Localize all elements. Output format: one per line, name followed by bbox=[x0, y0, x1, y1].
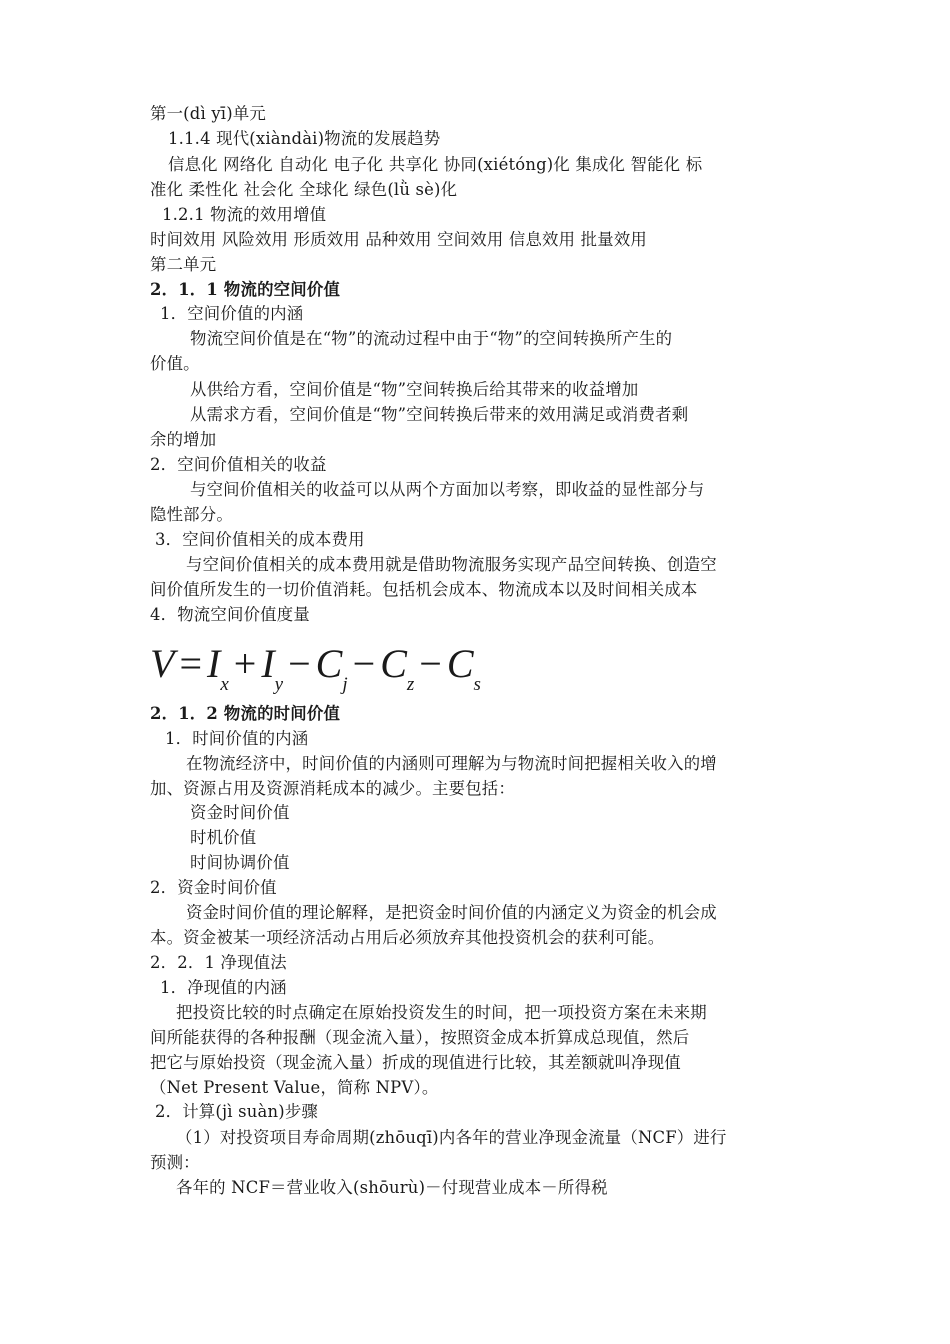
paragraph-line: 与空间价值相关的收益可以从两个方面加以考察，即收益的显性部分与 bbox=[190, 480, 705, 499]
paragraph-line: 间所能获得的各种报酬（现金流入量），按照资金成本折算成总现值，然后 bbox=[150, 1028, 690, 1047]
paragraph-line: 在物流经济中，时间价值的内涵则可理解为与物流时间把握相关收入的增 bbox=[186, 754, 717, 773]
formula-equals: = bbox=[179, 641, 202, 686]
section-heading-1-2-1: 1.2.1 物流的效用增值 bbox=[162, 205, 327, 224]
paragraph-line: 预测： bbox=[150, 1153, 200, 1172]
subheading-npv-meaning: 1．净现值的内涵 bbox=[160, 978, 287, 997]
formula-subscript: x bbox=[220, 674, 229, 695]
paragraph-line: （1）对投资项目寿命周期(zhōuqī)内各年的营业净现金流量（NCF）进行 bbox=[176, 1128, 727, 1147]
paragraph-line: 资金时间价值的理论解释，是把资金时间价值的内涵定义为资金的机会成 bbox=[186, 903, 717, 922]
paragraph-line: 物流空间价值是在“物”的流动过程中由于“物”的空间转换所产生的 bbox=[190, 329, 673, 348]
list-item: 时间协调价值 bbox=[190, 853, 290, 872]
formula-subscript: j bbox=[342, 674, 348, 695]
formula-minus: − bbox=[419, 641, 442, 686]
paragraph-line: 把它与原始投资（现金流入量）折成的现值进行比较，其差额就叫净现值 bbox=[150, 1053, 681, 1072]
formula-subscript: s bbox=[473, 674, 481, 695]
paragraph-line: 隐性部分。 bbox=[150, 505, 233, 524]
trend-list-line-2: 准化 柔性化 社会化 全球化 绿色(lǜ sè)化 bbox=[150, 180, 458, 199]
formula-subscript: z bbox=[406, 674, 415, 695]
formula-term: I bbox=[261, 641, 275, 686]
paragraph-line: 余的增加 bbox=[150, 430, 217, 449]
paragraph-line: 从供给方看，空间价值是“物”空间转换后给其带来的收益增加 bbox=[190, 380, 639, 399]
paragraph-line: 间价值所发生的一切价值消耗。包括机会成本、物流成本以及时间相关成本 bbox=[150, 580, 698, 599]
list-item: 时机价值 bbox=[190, 828, 257, 847]
formula-subscript: y bbox=[274, 674, 284, 695]
list-item: 资金时间价值 bbox=[190, 803, 290, 822]
trend-list-line-1: 信息化 网络化 自动化 电子化 共享化 协同(xiétóng)化 集成化 智能化 标 bbox=[168, 155, 703, 174]
utility-list: 时间效用 风险效用 形质效用 品种效用 空间效用 信息效用 批量效用 bbox=[150, 230, 647, 249]
subheading-space-value-meaning: 1．空间价值的内涵 bbox=[160, 304, 304, 323]
formula-minus: − bbox=[288, 641, 311, 686]
ncf-formula-line: 各年的 NCF＝营业收入(shōurù)－付现营业成本－所得税 bbox=[176, 1178, 608, 1197]
paragraph-line: （Net Present Value，简称 NPV）。 bbox=[150, 1078, 439, 1097]
formula-plus: + bbox=[233, 641, 257, 686]
paragraph-line: 价值。 bbox=[150, 354, 200, 373]
subheading-space-value-measure: 4．物流空间价值度量 bbox=[150, 605, 310, 624]
paragraph-line: 加、资源占用及资源消耗成本的减少。主要包括： bbox=[150, 779, 515, 798]
formula-term: C bbox=[315, 641, 343, 686]
section-heading-2-2-1: 2．2．1 净现值法 bbox=[150, 953, 287, 972]
formula-lhs: V bbox=[150, 641, 175, 686]
unit-one-heading: 第一(dì yī)单元 bbox=[150, 104, 266, 123]
space-value-formula bbox=[150, 638, 481, 695]
formula-term: C bbox=[446, 641, 474, 686]
subheading-time-value-meaning: 1．时间价值的内涵 bbox=[165, 729, 309, 748]
paragraph-line: 本。资金被某一项经济活动占用后必须放弃其他投资机会的获利可能。 bbox=[150, 928, 665, 947]
formula-term: I bbox=[207, 641, 221, 686]
subheading-calculation-steps: 2．计算(jì suàn)步骤 bbox=[155, 1102, 319, 1121]
section-heading-2-1-2: 2．1．2 物流的时间价值 bbox=[150, 704, 341, 723]
section-heading-1-1-4: 1.1.4 现代(xiàndài)物流的发展趋势 bbox=[168, 129, 441, 148]
paragraph-line: 与空间价值相关的成本费用就是借助物流服务实现产品空间转换、创造空 bbox=[186, 555, 717, 574]
section-heading-2-1-1: 2．1．1 物流的空间价值 bbox=[150, 280, 341, 299]
subheading-capital-time-value: 2．资金时间价值 bbox=[150, 878, 277, 897]
formula-minus: − bbox=[352, 641, 376, 686]
subheading-space-value-cost: 3．空间价值相关的成本费用 bbox=[155, 530, 365, 549]
paragraph-line: 从需求方看，空间价值是“物”空间转换后带来的效用满足或消费者剩 bbox=[190, 405, 689, 424]
unit-two-heading: 第二单元 bbox=[150, 255, 217, 274]
subheading-space-value-revenue: 2．空间价值相关的收益 bbox=[150, 455, 327, 474]
formula-term: C bbox=[380, 641, 407, 686]
paragraph-line: 把投资比较的时点确定在原始投资发生的时间，把一项投资方案在未来期 bbox=[176, 1003, 707, 1022]
